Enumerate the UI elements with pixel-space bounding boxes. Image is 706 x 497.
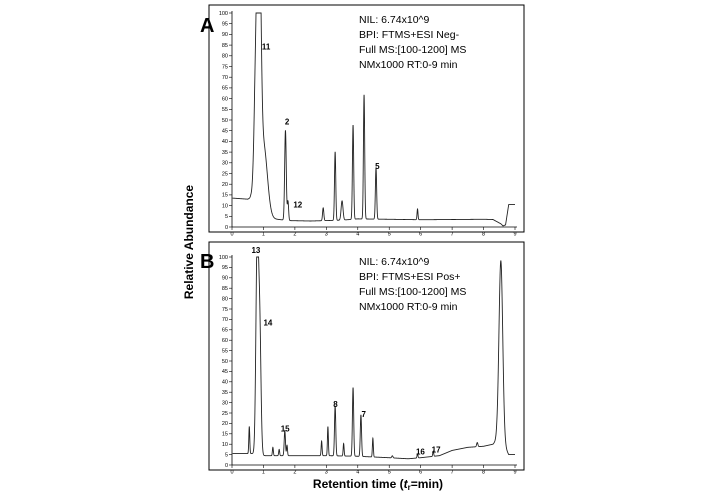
y-tick-label: 75 bbox=[221, 306, 228, 313]
peak-label: 5 bbox=[375, 162, 380, 172]
y-tick-label: 10 bbox=[221, 203, 228, 210]
peak-label: 8 bbox=[333, 399, 338, 409]
x-tick-label: 2 bbox=[293, 231, 297, 238]
peak-label: 2 bbox=[284, 117, 290, 127]
y-tick-label: 45 bbox=[221, 128, 228, 135]
y-tick-label: 15 bbox=[221, 192, 228, 199]
x-tick-label: 3 bbox=[324, 231, 328, 238]
y-tick-label: 55 bbox=[221, 348, 228, 355]
y-tick-label: 65 bbox=[221, 85, 228, 92]
x-tick-label: 0 bbox=[230, 231, 234, 238]
y-tick-label: 40 bbox=[221, 379, 228, 386]
x-tick-label: 4 bbox=[356, 231, 360, 238]
y-tick-label: 75 bbox=[221, 64, 228, 71]
peak-label: 17 bbox=[431, 445, 441, 455]
y-tick-label: 50 bbox=[221, 358, 228, 365]
y-tick-label: 100 bbox=[218, 254, 228, 261]
x-tick-label: 9 bbox=[513, 469, 517, 476]
panel-a-info-line: Full MS:[100-1200] MS bbox=[359, 44, 467, 56]
panel-b-info-line: NIL: 6.74x10^9 bbox=[359, 256, 430, 268]
y-tick-label: 60 bbox=[221, 96, 228, 103]
x-tick-label: 8 bbox=[482, 469, 486, 476]
y-tick-label: 5 bbox=[224, 452, 228, 459]
peak-label: 14 bbox=[263, 318, 273, 328]
x-tick-label: 1 bbox=[261, 469, 265, 476]
panel-a-info-line: NMx1000 RT:0-9 min bbox=[359, 59, 458, 71]
x-axis-label: Retention time (tr=min) bbox=[312, 477, 444, 492]
y-tick-label: 95 bbox=[221, 265, 228, 272]
y-tick-label: 65 bbox=[221, 327, 228, 334]
y-tick-label: 20 bbox=[221, 182, 228, 188]
x-tick-label: 5 bbox=[387, 469, 391, 476]
y-tick-label: 15 bbox=[221, 431, 228, 438]
y-tick-label: 80 bbox=[221, 53, 228, 60]
y-tick-label: 5 bbox=[224, 214, 228, 221]
x-tick-label: 6 bbox=[419, 469, 423, 476]
x-tick-label: 9 bbox=[513, 231, 517, 238]
peak-label: 7 bbox=[361, 410, 367, 420]
y-tick-label: 85 bbox=[221, 286, 228, 292]
y-tick-label: 70 bbox=[221, 317, 228, 324]
y-tick-label: 0 bbox=[224, 224, 228, 231]
panel-b-info-line: NMx1000 RT:0-9 min bbox=[359, 301, 458, 313]
panel-b-info-line: BPI: FTMS+ESI Pos+ bbox=[359, 271, 461, 283]
y-tick-label: 45 bbox=[221, 369, 228, 376]
y-tick-label: 90 bbox=[221, 275, 228, 282]
y-axis-label: Relative Abundance bbox=[182, 184, 196, 300]
y-tick-label: 0 bbox=[224, 462, 228, 469]
peak-label: 13 bbox=[251, 245, 261, 255]
y-tick-label: 55 bbox=[221, 107, 228, 114]
y-tick-label: 60 bbox=[221, 338, 228, 344]
y-tick-label: 95 bbox=[221, 21, 228, 28]
y-tick-label: 10 bbox=[221, 442, 228, 448]
panel-a-label: A bbox=[200, 15, 215, 37]
x-tick-label: 3 bbox=[324, 469, 328, 476]
peak-label: 12 bbox=[293, 200, 303, 210]
y-tick-label: 100 bbox=[218, 10, 228, 17]
y-tick-label: 70 bbox=[221, 75, 228, 81]
x-tick-label: 7 bbox=[450, 469, 454, 476]
y-tick-label: 85 bbox=[221, 42, 228, 49]
y-tick-label: 90 bbox=[221, 32, 228, 39]
x-tick-label: 7 bbox=[450, 231, 454, 238]
panel-b-info-line: Full MS:[100-1200] MS bbox=[359, 286, 467, 298]
y-tick-label: 25 bbox=[221, 410, 228, 417]
x-tick-label: 5 bbox=[387, 231, 391, 238]
y-tick-label: 35 bbox=[221, 390, 228, 396]
peak-label: 15 bbox=[280, 424, 290, 434]
y-tick-label: 80 bbox=[221, 296, 228, 303]
x-tick-label: 4 bbox=[356, 469, 360, 476]
y-tick-label: 30 bbox=[221, 160, 228, 167]
x-tick-label: 6 bbox=[419, 231, 423, 238]
y-tick-label: 50 bbox=[221, 117, 228, 124]
x-tick-label: 2 bbox=[293, 469, 297, 476]
peak-label: 11 bbox=[261, 42, 271, 52]
y-tick-label: 35 bbox=[221, 149, 228, 156]
panel-b-label: B bbox=[200, 251, 215, 273]
panel-a-info-line: NIL: 6.74x10^9 bbox=[359, 14, 430, 26]
x-tick-label: 8 bbox=[482, 231, 486, 238]
y-tick-label: 30 bbox=[221, 400, 228, 407]
panel-a-info-line: BPI: FTMS+ESI Neg- bbox=[359, 29, 460, 41]
y-tick-label: 25 bbox=[221, 171, 228, 178]
y-tick-label: 20 bbox=[221, 421, 228, 428]
x-tick-label: 0 bbox=[230, 469, 234, 476]
peak-label: 16 bbox=[415, 447, 425, 457]
y-tick-label: 40 bbox=[221, 139, 228, 146]
x-tick-label: 1 bbox=[261, 231, 265, 238]
